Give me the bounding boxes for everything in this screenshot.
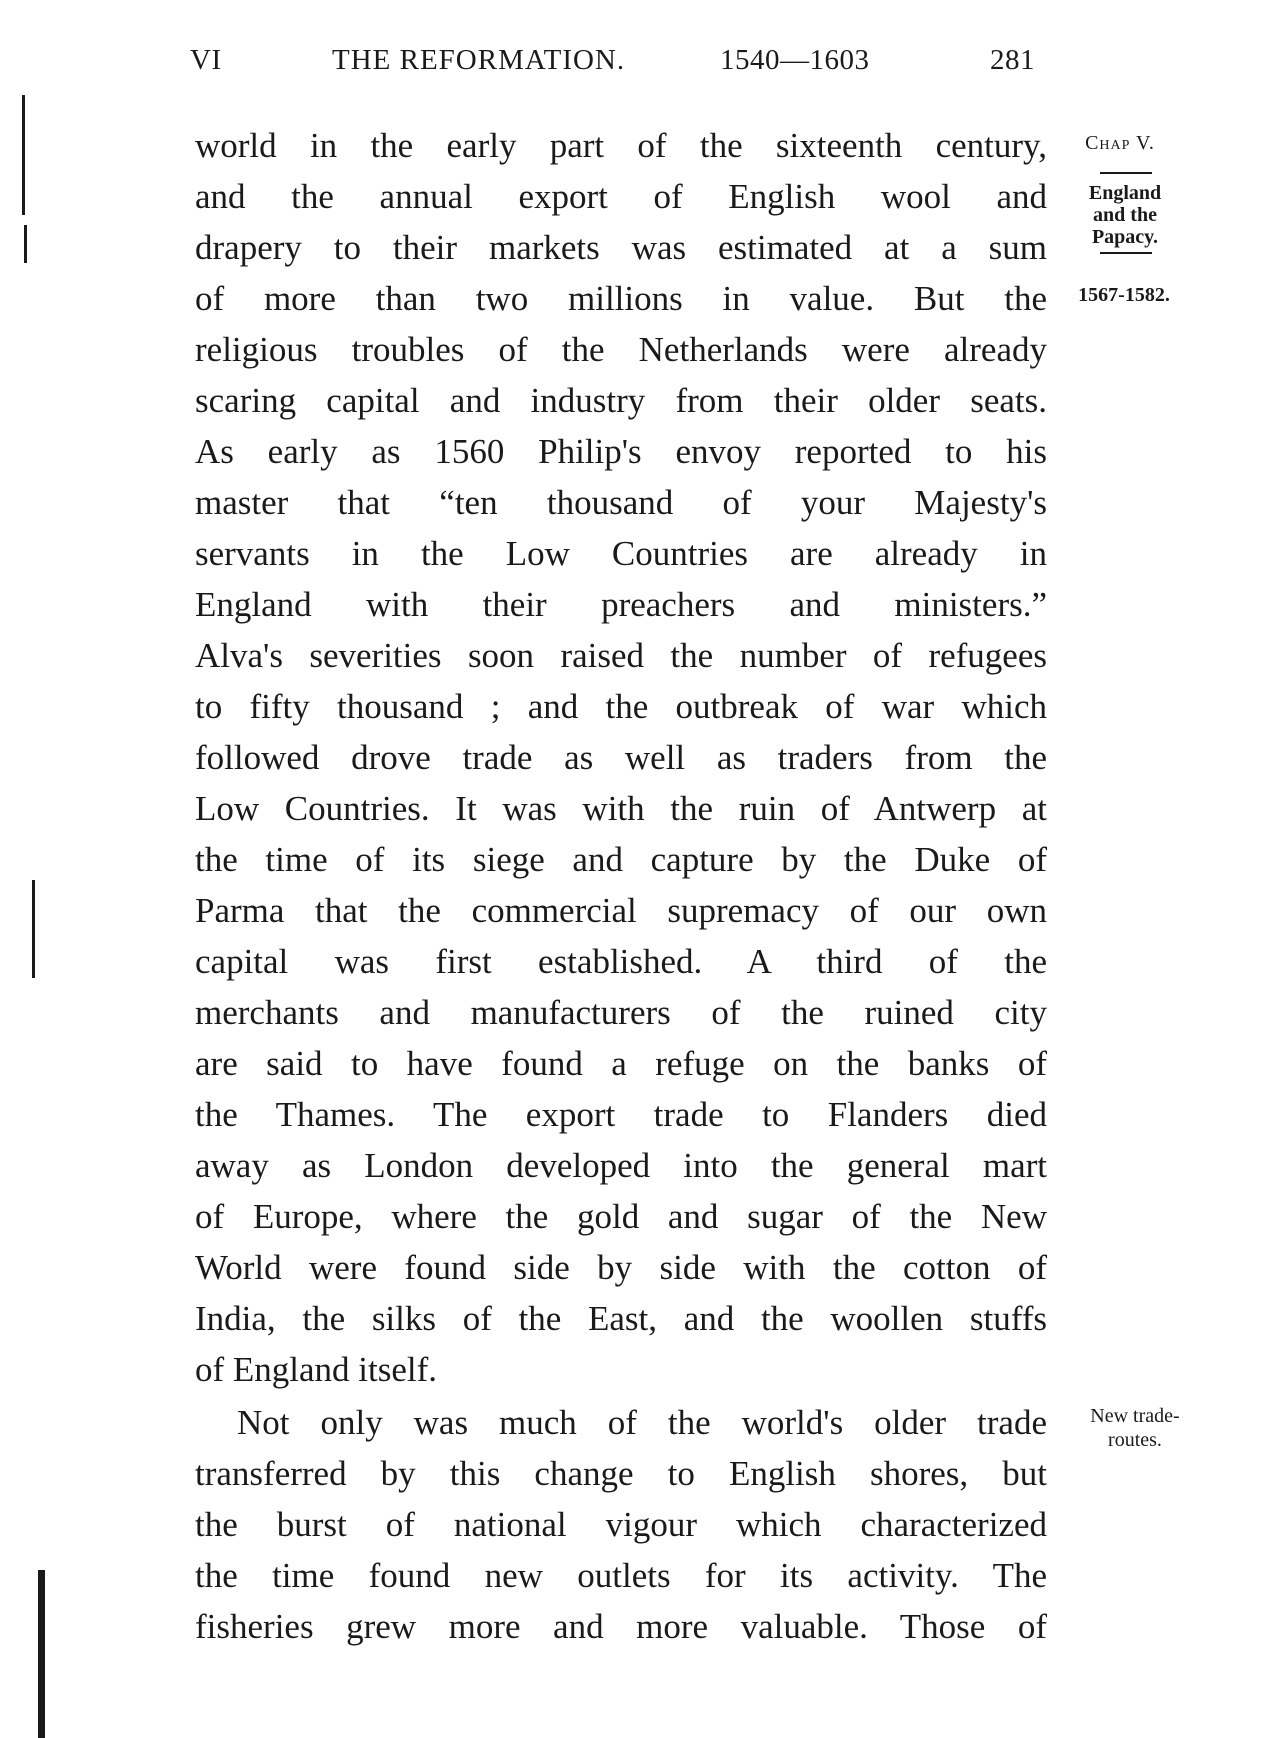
paragraph-second xyxy=(195,1397,1047,1652)
text-line: servants in the Low Countries are already in xyxy=(195,534,1047,573)
sidenote-topic-line: and the xyxy=(1093,204,1157,226)
sidenote-new-trade-routes xyxy=(1060,1404,1210,1452)
text-line: transferred by this change to English shores, but xyxy=(195,1454,1047,1493)
text-line: the time of its siege and capture by the Duke of xyxy=(195,840,1047,879)
header-dates: 1540—1603 xyxy=(720,44,870,76)
text-line: capital was first established. A third of the xyxy=(195,942,1047,981)
sidenote-rule xyxy=(1100,252,1152,254)
text-line: Low Countries. It was with the ruin of Antwerp at xyxy=(195,789,1047,828)
text-line: fisheries grew more and more valuable. Those of xyxy=(195,1607,1047,1646)
sidenote-line: New trade- xyxy=(1090,1405,1180,1427)
scan-margin-mark xyxy=(32,880,35,978)
text-line: religious troubles of the Netherlands were already xyxy=(195,330,1047,369)
sidenote-topic xyxy=(1070,182,1180,248)
text-line: and the annual export of English wool and xyxy=(195,177,1047,216)
scan-margin-mark xyxy=(38,1570,45,1738)
text-line: As early as 1560 Philip's envoy reported to his xyxy=(195,432,1047,471)
text-line: of England itself. xyxy=(195,1350,438,1389)
text-line: are said to have found a refuge on the banks of xyxy=(195,1044,1047,1083)
header-chapter-number: VI xyxy=(190,44,222,76)
text-line: away as London developed into the general mart xyxy=(195,1146,1047,1185)
paragraph-first xyxy=(195,120,1047,1395)
sidenote-chapter: Chap V. xyxy=(1085,132,1155,154)
text-line: England with their preachers and ministers.” xyxy=(195,585,1047,624)
text-line: India, the silks of the East, and the woollen stuffs xyxy=(195,1299,1047,1338)
running-header xyxy=(190,44,1040,84)
text-line: the burst of national vigour which characterized xyxy=(195,1505,1047,1544)
text-line: drapery to their markets was estimated at a sum xyxy=(195,228,1047,267)
page-number: 281 xyxy=(990,44,1035,76)
text-line: World were found side by side with the cotton of xyxy=(195,1248,1047,1287)
scan-margin-mark xyxy=(22,95,25,215)
text-line: the Thames. The export trade to Flanders died xyxy=(195,1095,1047,1134)
sidenote-topic-line: England xyxy=(1088,182,1162,204)
text-line: Not only was much of the world's older trade xyxy=(237,1403,1047,1442)
header-title: THE REFORMATION. xyxy=(332,44,626,76)
text-line: to fifty thousand ; and the outbreak of war which xyxy=(195,687,1047,726)
text-line: master that “ten thousand of your Majesty's xyxy=(195,483,1047,522)
sidenote-rule xyxy=(1100,172,1152,174)
sidenote-line: routes. xyxy=(1108,1429,1162,1451)
text-line: followed drove trade as well as traders from the xyxy=(195,738,1047,777)
text-line: of more than two millions in value. But the xyxy=(195,279,1047,318)
scan-margin-mark xyxy=(24,225,27,263)
text-line: world in the early part of the sixteenth century, xyxy=(195,126,1047,165)
text-line: scaring capital and industry from their older seats. xyxy=(195,381,1047,420)
text-line: Parma that the commercial supremacy of our own xyxy=(195,891,1047,930)
sidenote-topic-line: Papacy. xyxy=(1091,226,1159,248)
text-line: Alva's severities soon raised the number of refugees xyxy=(195,636,1047,675)
sidenote-date-range: 1567-1582. xyxy=(1078,284,1170,306)
text-line: the time found new outlets for its activity. The xyxy=(195,1556,1047,1595)
text-line: merchants and manufacturers of the ruined city xyxy=(195,993,1047,1032)
text-line: of Europe, where the gold and sugar of the New xyxy=(195,1197,1047,1236)
